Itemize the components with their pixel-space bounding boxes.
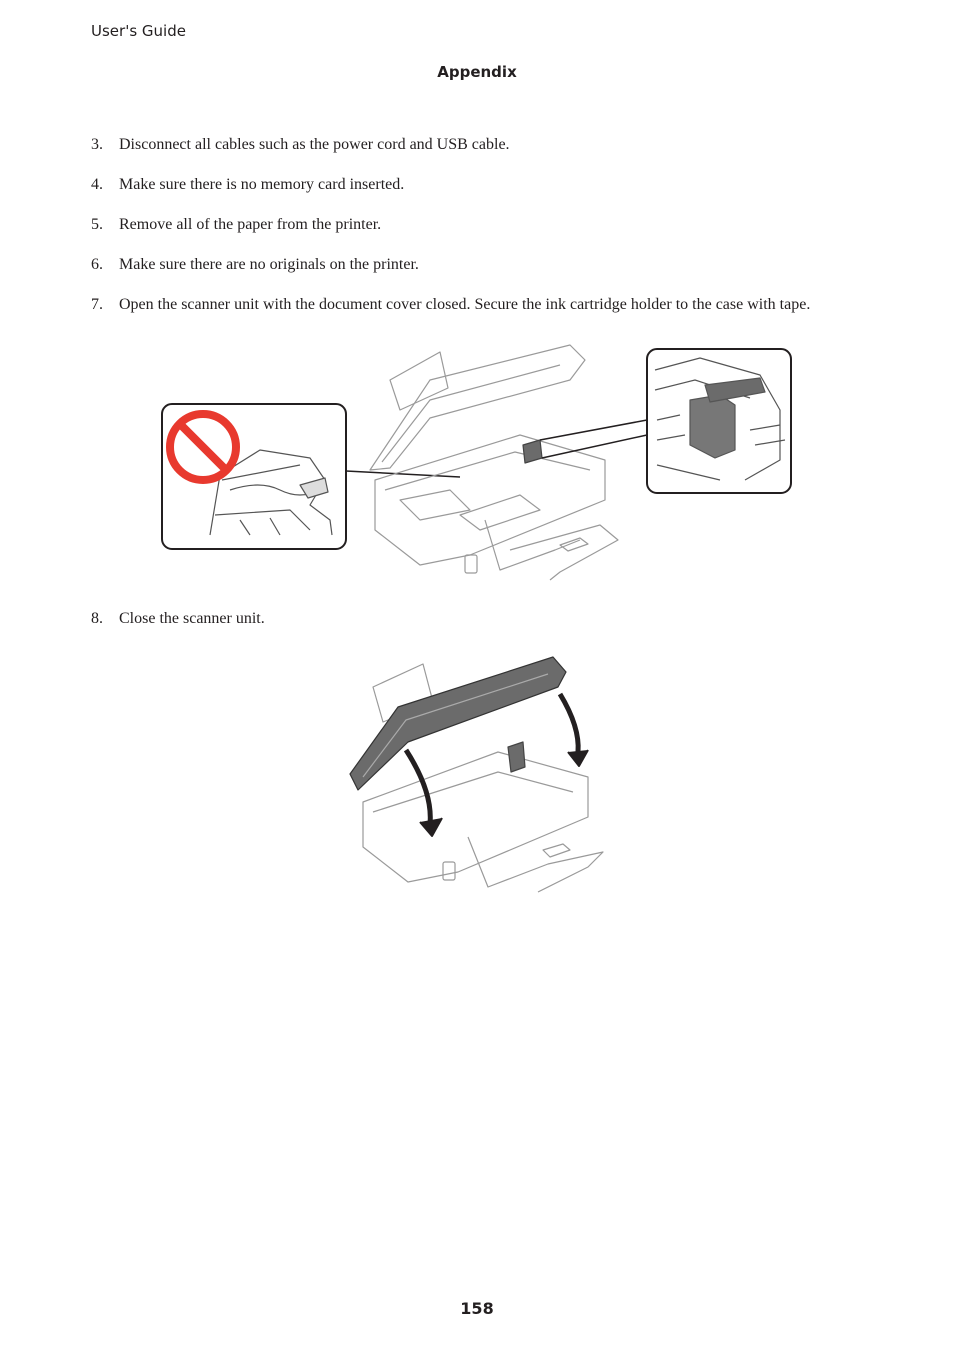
step-6 [91,256,419,274]
step-4 [91,176,404,194]
secure-cartridge-illustration [160,340,795,585]
step-text: Make sure there is no memory card inserted. [119,176,405,193]
step-text: Open the scanner unit with the document cover closed. Secure the ink cartridge holder to the case with tape. [119,296,811,313]
step-8 [91,610,265,628]
step-number: 3. [91,136,103,153]
prohibited-icon [170,414,236,480]
step-5 [91,216,381,234]
tape-strip [508,742,525,772]
step-number: 8. [91,610,103,627]
close-scanner-illustration [348,652,608,897]
step-text: Disconnect all cables such as the power cord and USB cable. [119,136,510,153]
section-title: Appendix [437,63,517,81]
step-number: 7. [91,296,103,313]
tape-detail-inset [647,349,791,493]
step-number: 4. [91,176,103,193]
tape-strip [523,440,542,463]
guide-title: User's Guide [91,22,186,40]
step-text: Remove all of the paper from the printer. [119,216,382,233]
step-3 [91,136,510,154]
step-text: Close the scanner unit. [119,610,265,627]
step-text: Make sure there are no originals on the printer. [119,256,419,273]
printer-body [370,345,618,580]
step-7 [91,296,810,314]
prohibited-inset [162,404,346,549]
step-number: 5. [91,216,103,233]
scanner-unit [350,657,566,790]
step-number: 6. [91,256,103,273]
page-number: 158 [460,1299,494,1318]
